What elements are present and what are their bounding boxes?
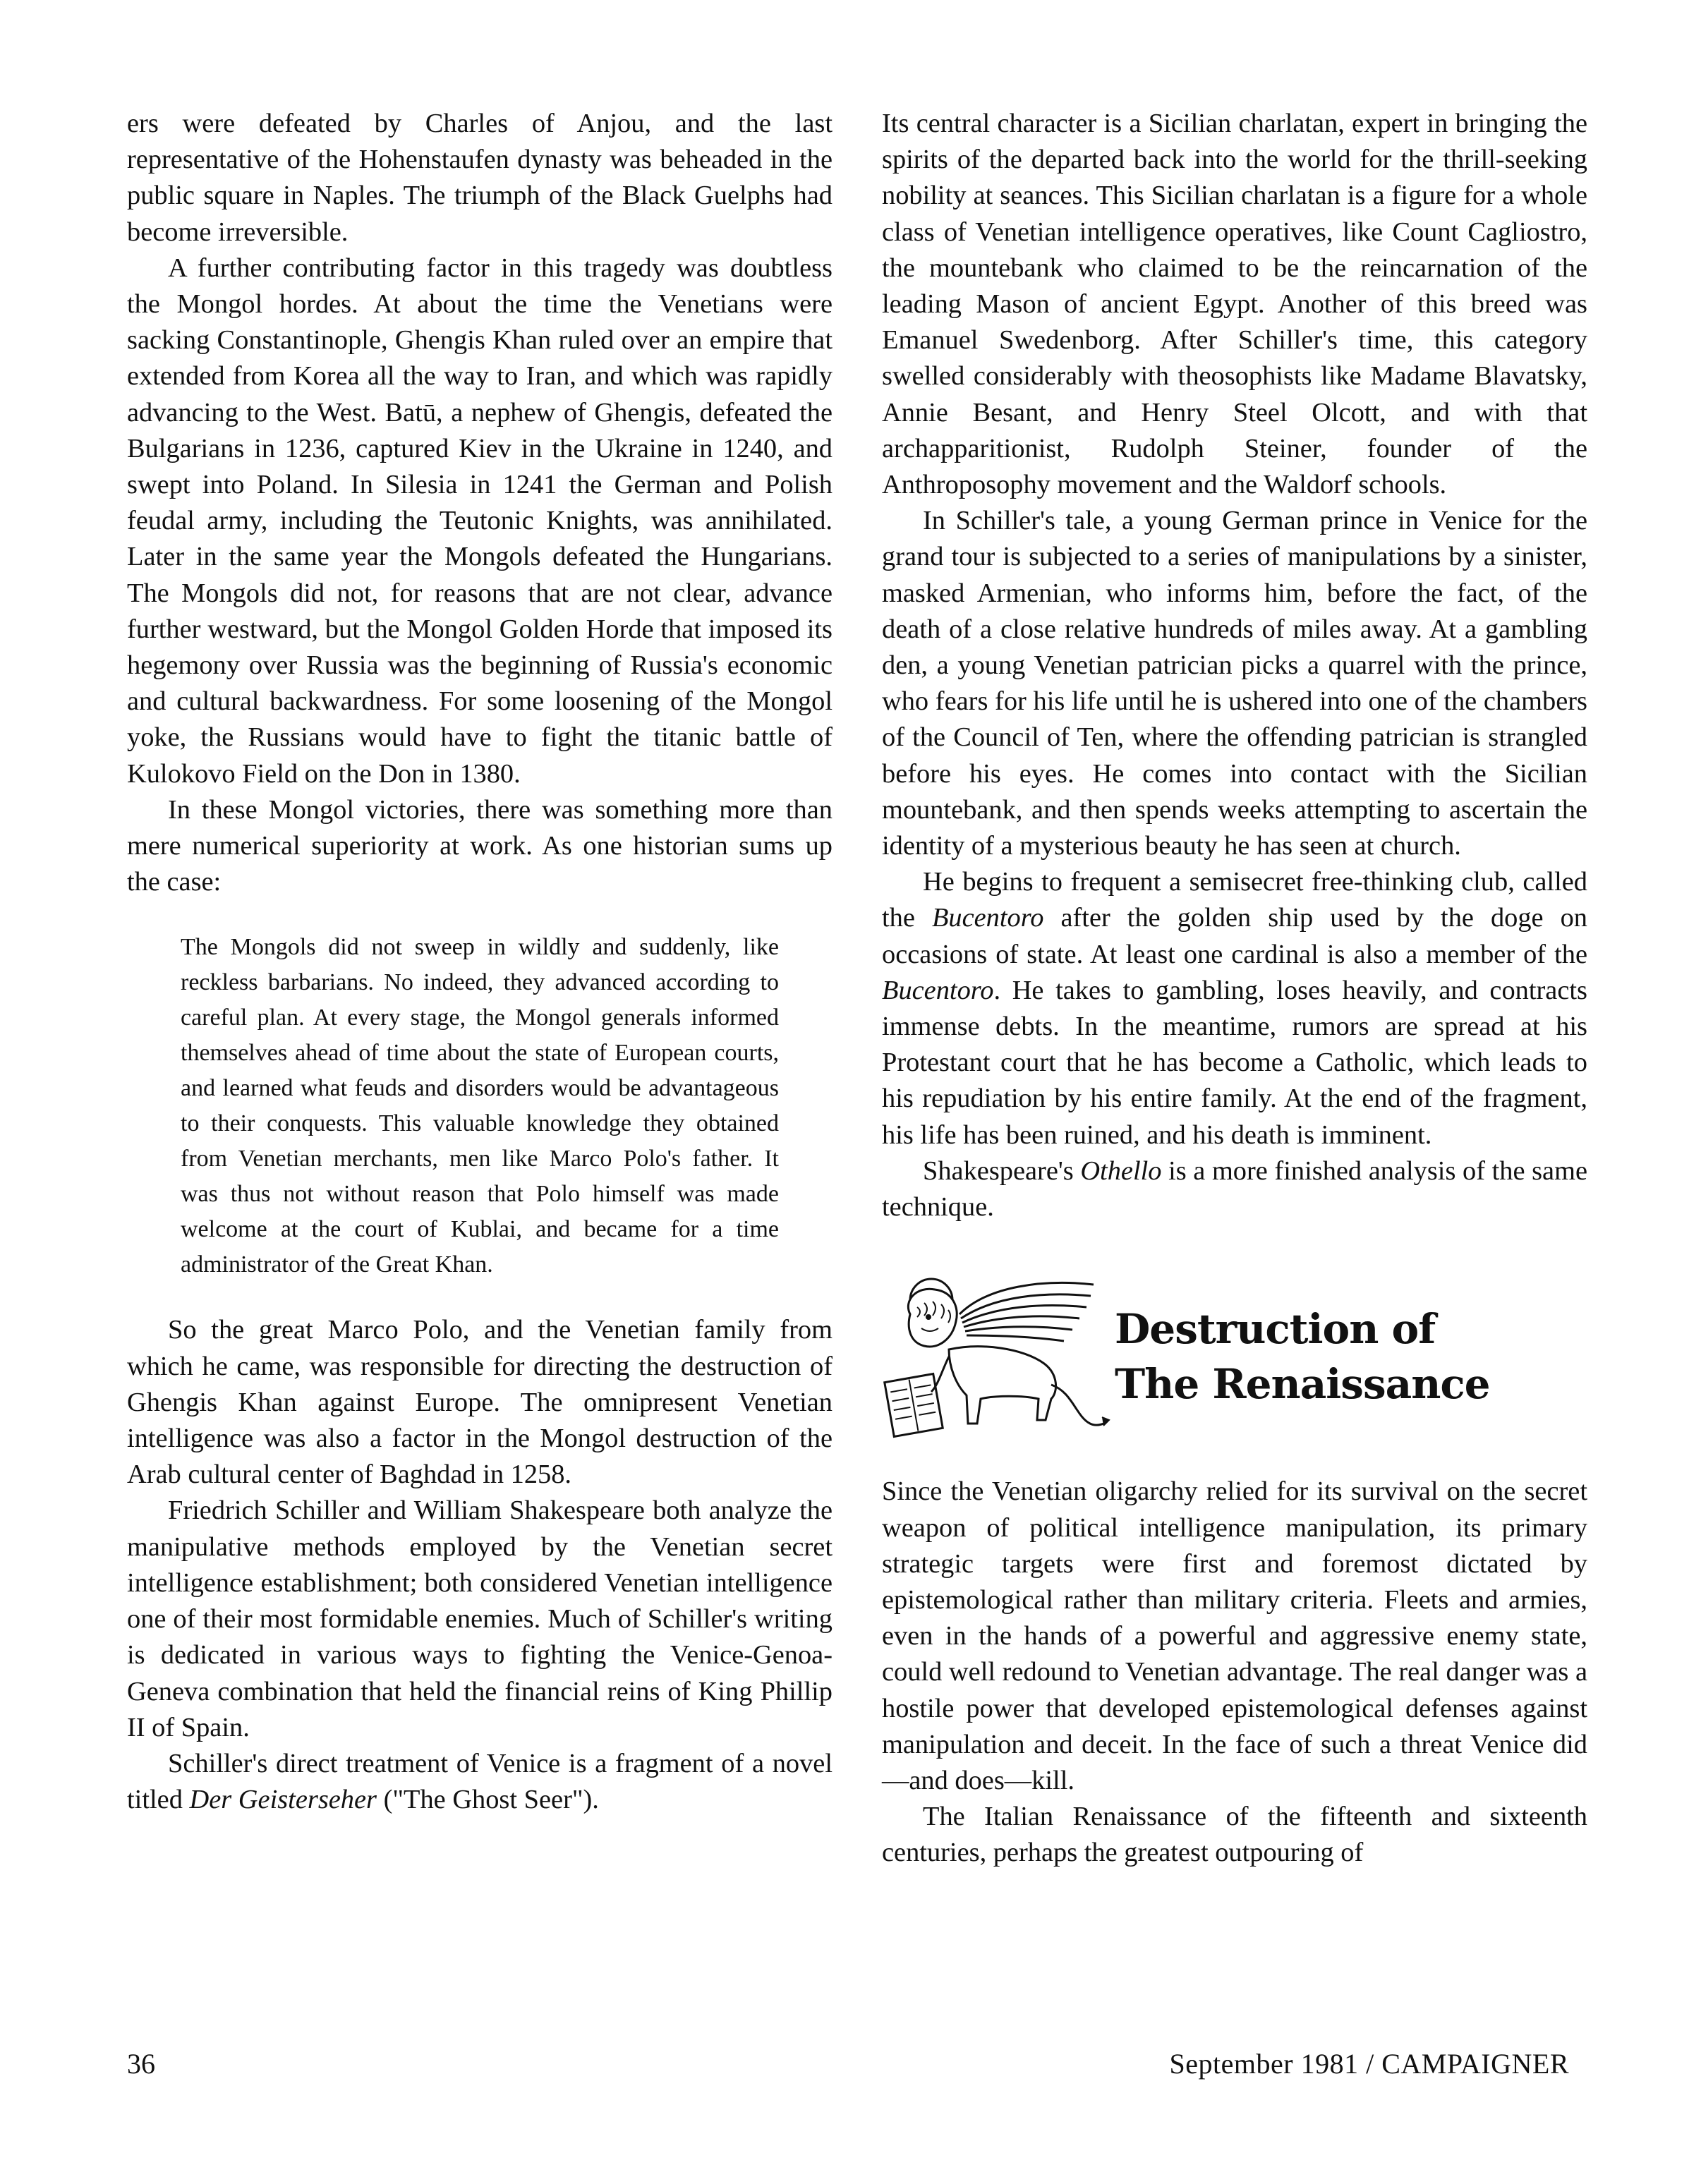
- block-quote: The Mongols did not sweep in wildly and suddenly, like reckless barbarians. No indeed, they advanced according to careful plan. At every stage, the Mongol generals informed themselves ahead of time about the state of European courts, and learned what feuds and disorders would be advantageous to their conquests. This valuable knowledge they obtained from Venetian merchants, men like Marco Polo's father. It was thus not without reason that Polo himself was made welcome at the court of Kublai, and became for a time administrator of the Great Khan.: [181, 934, 779, 1278]
- text-run: ("The Ghost Seer").: [376, 1785, 599, 1815]
- section-title-line-1: Destruction of: [1115, 1305, 1436, 1354]
- running-footer: September 1981 / CAMPAIGNER: [1169, 2048, 1569, 2080]
- left-column: [127, 106, 833, 1818]
- page-number: 36: [127, 2048, 155, 2080]
- text-run: Schiller's direct treatment of Venice is a fragment of a novel titled: [127, 1748, 833, 1815]
- winged-lion-icon: [882, 1272, 1115, 1448]
- book-title: Der Geisterseher: [189, 1785, 377, 1815]
- paragraph: Its central character is a Sicilian charlatan, expert in bringing the spirits of the departed back into the world for the thrill-seeking nobility at seances. This Sicilian charlatan is a figure for a whole class of Venetian intelligence operatives, like Count Cagliostro, the mountebank who claimed to be the reincarnation of the leading Mason of ancient Egypt. Another of this breed was Emanuel Swedenborg. After Schiller's time, this category swelled considerably with theosophists like Madame Blavatsky, Annie Besant, and Henry Steel Olcott, and with that archapparitionist, Rudolph Steiner, founder of the Anthroposophy movement and the Waldorf schools.: [882, 109, 1587, 500]
- paragraph: A further contributing factor in this tragedy was doubtless the Mongol hordes. At about the time the Venetians were sacking Constantinople, Ghengis Khan ruled over an empire that extended from Korea all the way to Iran, and which was rapidly advancing to the West. Batū, a nephew of Ghengis, defeated the Bulgarians in 1236, captured Kiev in the Ukraine in 1240, and swept into Poland. In Silesia in 1241 the German and Polish feudal army, including the Teutonic Knights, was annihilated. Later in the same year the Mongols defeated the Hungarians. The Mongols did not, for reasons that are not clear, advance further westward, but the Mongol Golden Horde that imposed its hegemony over Russia was the beginning of Russia's economic and cultural backwardness. For some loosening of the Mongol yoke, the Russians would have to fight the titanic battle of Kulokovo Field on the Don in 1380.: [127, 253, 833, 789]
- section-title-line-2: The Renaissance: [1115, 1360, 1490, 1409]
- play-title: Othello: [1080, 1155, 1162, 1186]
- paragraph: [882, 1153, 1587, 1225]
- text-run: is a more finished analysis of the same technique.: [882, 1155, 1587, 1223]
- text-run: Shakespeare's: [923, 1155, 1081, 1186]
- text-run: . He takes to gambling, loses heavily, and contracts immense debts. In the meantime, rumors are spread at his Protestant court that he has become a Catholic, which leads to his repudiation by his entire family. At the end of the fragment, his life has been ruined, and his death is imminent.: [882, 975, 1587, 1150]
- paragraph: [882, 864, 1587, 1153]
- right-column: [882, 106, 1587, 1871]
- section-heading: [882, 1272, 1587, 1448]
- text-run: He begins to frequent a semisecret free-thinking club, called the: [882, 867, 1587, 933]
- paragraph: The Italian Renaissance of the fifteenth and sixteenth centuries, perhaps the greatest outpouring of: [882, 1802, 1587, 1868]
- section-title: [1115, 1302, 1490, 1412]
- club-name: Bucentoro: [882, 975, 994, 1005]
- club-name: Bucentoro: [931, 903, 1044, 933]
- text-run: after the golden ship used by the doge on occasions of state. At least one cardinal is also a member of the: [882, 903, 1588, 969]
- paragraph: In Schiller's tale, a young German prince in Venice for the grand tour is subjected to a series of manipulations by a sinister, masked Armenian, who informs him, before the fact, of the death of a close relative hundreds of miles away. At a gambling den, a young Venetian patrician picks a quarrel with the prince, who fears for his life until he is ushered into one of the chambers of the Council of Ten, where the offending patrician is strangled before his eyes. He comes into contact with the Sicilian mountebank, and then spends weeks attempting to ascertain the identity of a mysterious beauty he has seen at church.: [882, 506, 1587, 861]
- paragraph: Since the Venetian oligarchy relied for its survival on the secret weapon of political intelligence manipulation, its primary strategic targets were first and foremost dictated by epistemological rather than military criteria. Fleets and armies, even in the hands of a powerful and aggressive enemy state, could well redound to Venetian advantage. The real danger was a hostile power that developed epistemological defenses against manipulation and deceit. In the face of such a threat Venice did—and does—kill.: [882, 1476, 1587, 1795]
- paragraph: Friedrich Schiller and William Shakespeare both analyze the manipulative methods employed by the Venetian secret intelligence establishment; both considered Venetian intelligence one of their most formidable enemies. Much of Schiller's writing is dedicated in various ways to fighting the Venice-Genoa-Geneva combination that held the financial reins of King Phillip II of Spain.: [127, 1496, 833, 1742]
- paragraph: [127, 1746, 833, 1818]
- paragraph: ers were defeated by Charles of Anjou, and the last representative of the Hohenstaufen dynasty was beheaded in the public square in Naples. The triumph of the Black Guelphs had become irreversible.: [127, 109, 833, 247]
- paragraph: In these Mongol victories, there was something more than mere numerical superiority at work. As one historian sums up the case:: [127, 794, 833, 897]
- paragraph: So the great Marco Polo, and the Venetian family from which he came, was responsible for directing the destruction of Ghengis Khan against Europe. The omnipresent Venetian intelligence was also a factor in the Mongol destruction of the Arab cultural center of Baghdad in 1258.: [127, 1315, 833, 1490]
